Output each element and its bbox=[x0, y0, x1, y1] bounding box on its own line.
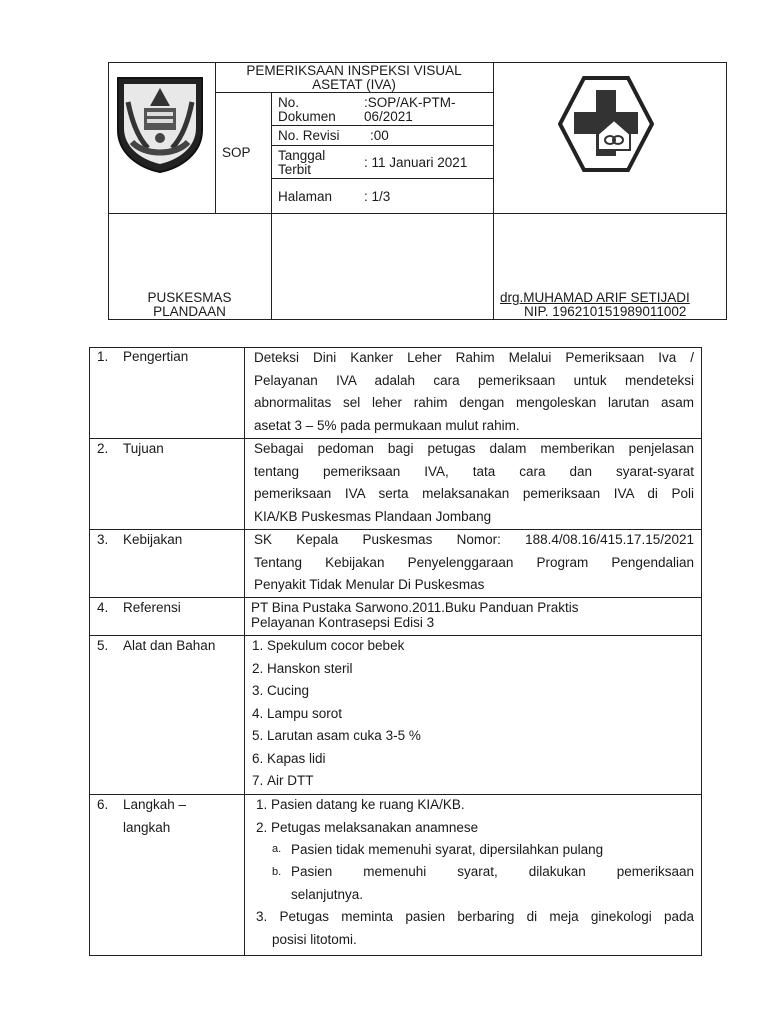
list-item-number: 4. bbox=[252, 705, 264, 721]
list-item: Kapas lidi bbox=[267, 750, 326, 766]
list-item-number: 5. bbox=[252, 728, 264, 743]
list-item: Lampu sorot bbox=[267, 705, 343, 721]
step-item-cont: posisi litotomi. bbox=[272, 932, 357, 947]
section-label-langkah-2: langkah bbox=[123, 819, 171, 835]
puskesmas-logo bbox=[558, 76, 654, 172]
section-number: 2. bbox=[97, 441, 109, 456]
section-number: 4. bbox=[97, 600, 109, 615]
kebijakan-text-line: Penyakit Tidak Menular Di Puskesmas bbox=[254, 577, 485, 592]
regional-emblem-logo bbox=[114, 72, 206, 174]
sub-step-item: Pasien tidak memenuhi syarat, dipersilahkan pulang bbox=[291, 842, 604, 857]
no-dokumen-label-2: Dokumen bbox=[278, 109, 336, 124]
no-dokumen-value-2: 06/2021 bbox=[364, 109, 413, 124]
sub-step-item-cont: selanjutnya. bbox=[291, 887, 364, 902]
doc-title-line1: PEMERIKSAAN INSPEKSI VISUAL bbox=[246, 63, 462, 78]
sop-label: SOP bbox=[222, 145, 251, 160]
no-revisi-label: No. Revisi bbox=[278, 128, 340, 143]
sub-step-marker: b. bbox=[272, 865, 282, 878]
list-item-number: 7. bbox=[252, 773, 264, 788]
list-item: Cucing bbox=[267, 683, 310, 698]
no-dokumen-label: No. bbox=[278, 95, 300, 110]
sub-step-marker: a. bbox=[272, 843, 282, 855]
tujuan-text-line: KIA/KB Puskesmas Plandaan Jombang bbox=[254, 508, 492, 524]
section-number: 6. bbox=[97, 797, 109, 812]
list-item-number: 6. bbox=[252, 750, 264, 766]
pengertian-text-line: Deteksi Dini Kanker Leher Rahim Melalui Pemeriksaan Iva / bbox=[254, 350, 694, 365]
sub-step-item: Pasien memenuhi syarat, dilakukan pemeriksaan bbox=[291, 864, 694, 879]
tanggal-label-2: Terbit bbox=[278, 162, 312, 177]
section-label-alat-bahan: Alat dan Bahan bbox=[123, 638, 216, 653]
signer-name: drg.MUHAMAD ARIF SETIJADI bbox=[500, 290, 690, 305]
tujuan-text-line: pemeriksaan IVA serta melaksanakan pemeriksaan IVA di Poli bbox=[254, 486, 694, 501]
section-number: 1. bbox=[97, 349, 109, 364]
kebijakan-text-line: Tentang Kebijakan Penyelenggaraan Program Pengendalian bbox=[254, 554, 694, 570]
doc-title-line2: ASETAT (IVA) bbox=[312, 77, 396, 92]
list-item-number: 1. bbox=[252, 638, 264, 653]
halaman-label: Halaman bbox=[278, 189, 333, 204]
no-revisi-value: :00 bbox=[370, 128, 389, 143]
section-label-pengertian: Pengertian bbox=[123, 349, 189, 364]
pengertian-text-line: Pelayanan IVA adalah cara pemeriksaan untuk mendeteksi bbox=[254, 372, 694, 388]
list-item: Hanskon steril bbox=[267, 660, 353, 676]
list-item-number: 2. bbox=[252, 660, 264, 676]
section-label-tujuan: Tujuan bbox=[123, 441, 164, 456]
section-label-referensi: Referensi bbox=[123, 600, 181, 615]
section-number: 5. bbox=[97, 638, 109, 653]
list-item: Larutan asam cuka 3-5 % bbox=[267, 728, 421, 743]
section-label-langkah: Langkah – bbox=[123, 797, 187, 812]
no-dokumen-value: :SOP/AK-PTM- bbox=[364, 95, 456, 110]
signer-nip: NIP. 196210151989011002 bbox=[524, 304, 687, 319]
tanggal-value: : 11 Januari 2021 bbox=[364, 155, 468, 170]
tujuan-text-line: Sebagai pedoman bagi petugas dalam memberikan penjelasan bbox=[254, 441, 694, 456]
referensi-text-line: PT Bina Pustaka Sarwono.2011.Buku Panduan Praktis bbox=[251, 600, 579, 615]
step-item: 2. Petugas melaksanakan anamnese bbox=[256, 819, 479, 835]
list-item-number: 3. bbox=[252, 683, 264, 698]
kebijakan-text-line: SK Kepala Puskesmas Nomor: 188.4/08.16/415.17.15/2021 bbox=[254, 532, 694, 547]
section-label-kebijakan: Kebijakan bbox=[123, 532, 183, 547]
section-number: 3. bbox=[97, 532, 109, 547]
tujuan-text-line: tentang pemeriksaan IVA, tata cara dan syarat-syarat bbox=[254, 463, 694, 479]
step-item: 1. Pasien datang ke ruang KIA/KB. bbox=[256, 797, 465, 812]
puskesmas-name-line2: PLANDAAN bbox=[153, 304, 226, 319]
pengertian-text-line: asetat 3 – 5% pada permukaan mulut rahim. bbox=[254, 417, 520, 433]
halaman-value: : 1/3 bbox=[364, 189, 391, 204]
puskesmas-name-line1: PUSKESMAS bbox=[147, 290, 232, 305]
referensi-text-line: Pelayanan Kontrasepsi Edisi 3 bbox=[251, 615, 435, 630]
step-item: 3. Petugas meminta pasien berbaring di meja ginekologi pada bbox=[256, 909, 694, 924]
list-item: Air DTT bbox=[267, 773, 314, 788]
pengertian-text-line: abnormalitas sel leher rahim dengan mengoleskan larutan asam bbox=[254, 395, 694, 410]
list-item: Spekulum cocor bebek bbox=[267, 638, 405, 653]
tanggal-label: Tanggal bbox=[278, 148, 326, 163]
